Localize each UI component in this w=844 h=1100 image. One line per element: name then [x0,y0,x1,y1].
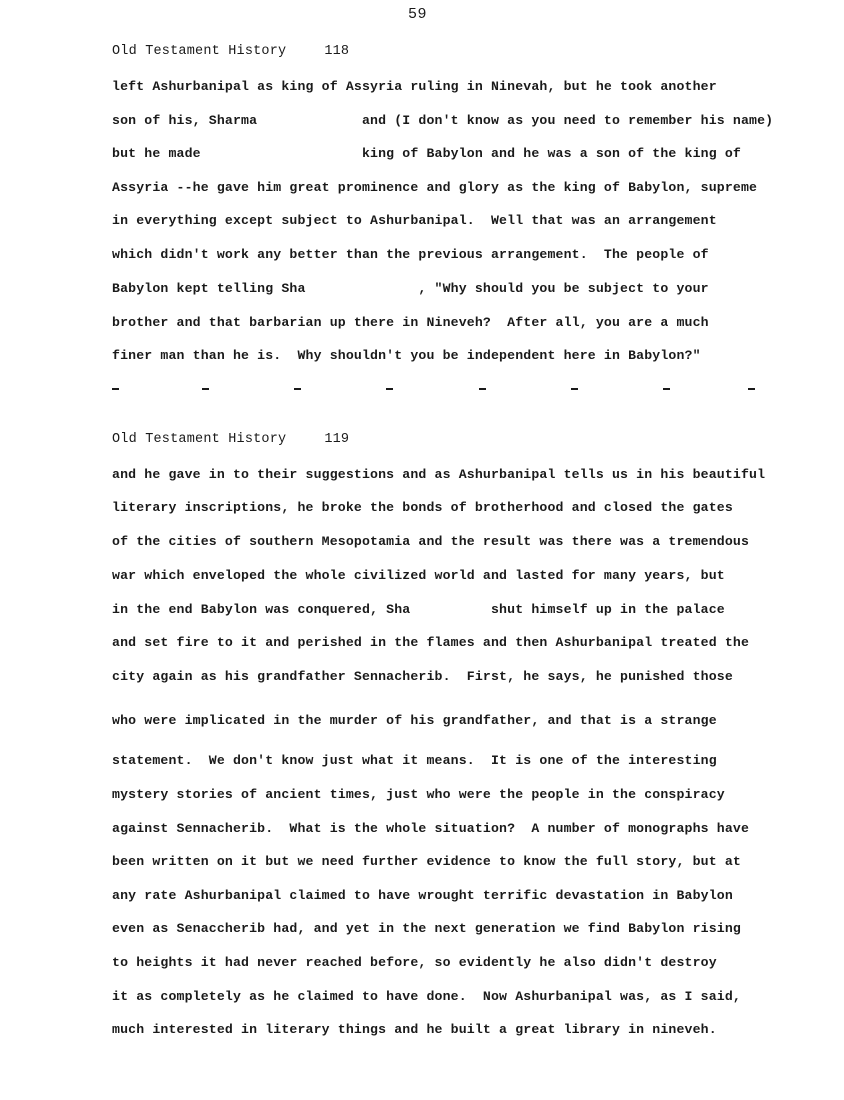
text-line: Assyria --he gave him great prominence and glory as the king of Babylon, supreme [112,180,758,195]
separator-dash [386,388,393,390]
text-line: in the end Babylon was conquered, Sha shut himself up in the palace [112,602,725,617]
text-line: and he gave in to their suggestions and as Ashurbanipal tells us in his beautiful [112,467,766,482]
text-line: to heights it had never reached before, so evidently he also didn't destroy [112,955,717,970]
text-line: statement. We don't know just what it means. It is one of the interesting [112,753,717,768]
separator-dash [202,388,209,390]
page-number: 59 [408,6,428,23]
separator-dash [571,388,578,390]
heading-title: Old Testament History [112,44,287,59]
text-line: against Sennacherib. What is the whole situation? A number of monographs have [112,821,750,836]
text-line: and set fire to it and perished in the flames and then Ashurbanipal treated the [112,635,750,650]
text-line: much interested in literary things and he built a great library in nineveh. [112,1022,717,1037]
section-heading-2 [112,432,349,447]
text-line: it as completely as he claimed to have done. Now Ashurbanipal was, as I said, [112,989,741,1004]
text-line: mystery stories of ancient times, just who were the people in the conspiracy [112,787,725,802]
section-separator [112,381,758,395]
text-line: city again as his grandfather Sennacherib. First, he says, he punished those [112,669,733,684]
heading-title: Old Testament History [112,432,287,447]
text-line: any rate Ashurbanipal claimed to have wrought terrific devastation in Babylon [112,888,733,903]
separator-dash [112,388,119,390]
heading-number: 118 [324,44,350,59]
text-line: of the cities of southern Mesopotamia and the result was there was a tremendous [112,534,750,549]
text-line: been written on it but we need further evidence to know the full story, but at [112,854,741,869]
section-heading-1 [112,44,349,59]
text-line: finer man than he is. Why shouldn't you be independent here in Babylon?" [112,348,701,363]
text-line: which didn't work any better than the previous arrangement. The people of [112,247,709,262]
text-line: literary inscriptions, he broke the bonds of brotherhood and closed the gates [112,500,733,515]
text-line: Babylon kept telling Sha , "Why should you be subject to your [112,281,709,296]
text-line: in everything except subject to Ashurbanipal. Well that was an arrangement [112,213,717,228]
separator-dash [663,388,670,390]
text-line: brother and that barbarian up there in Nineveh? After all, you are a much [112,315,709,330]
heading-number: 119 [324,432,350,447]
separator-dash [479,388,486,390]
separator-dash [748,388,755,390]
text-line: war which enveloped the whole civilized world and lasted for many years, but [112,568,725,583]
separator-dash [294,388,301,390]
text-line: even as Senaccherib had, and yet in the next generation we find Babylon rising [112,921,741,936]
text-line: but he made king of Babylon and he was a son of the king of [112,146,741,161]
text-line: left Ashurbanipal as king of Assyria ruling in Ninevah, but he took another [112,79,717,94]
text-line: who were implicated in the murder of his grandfather, and that is a strange [112,713,717,728]
text-line: son of his, Sharma and (I don't know as you need to remember his name) [112,113,774,128]
